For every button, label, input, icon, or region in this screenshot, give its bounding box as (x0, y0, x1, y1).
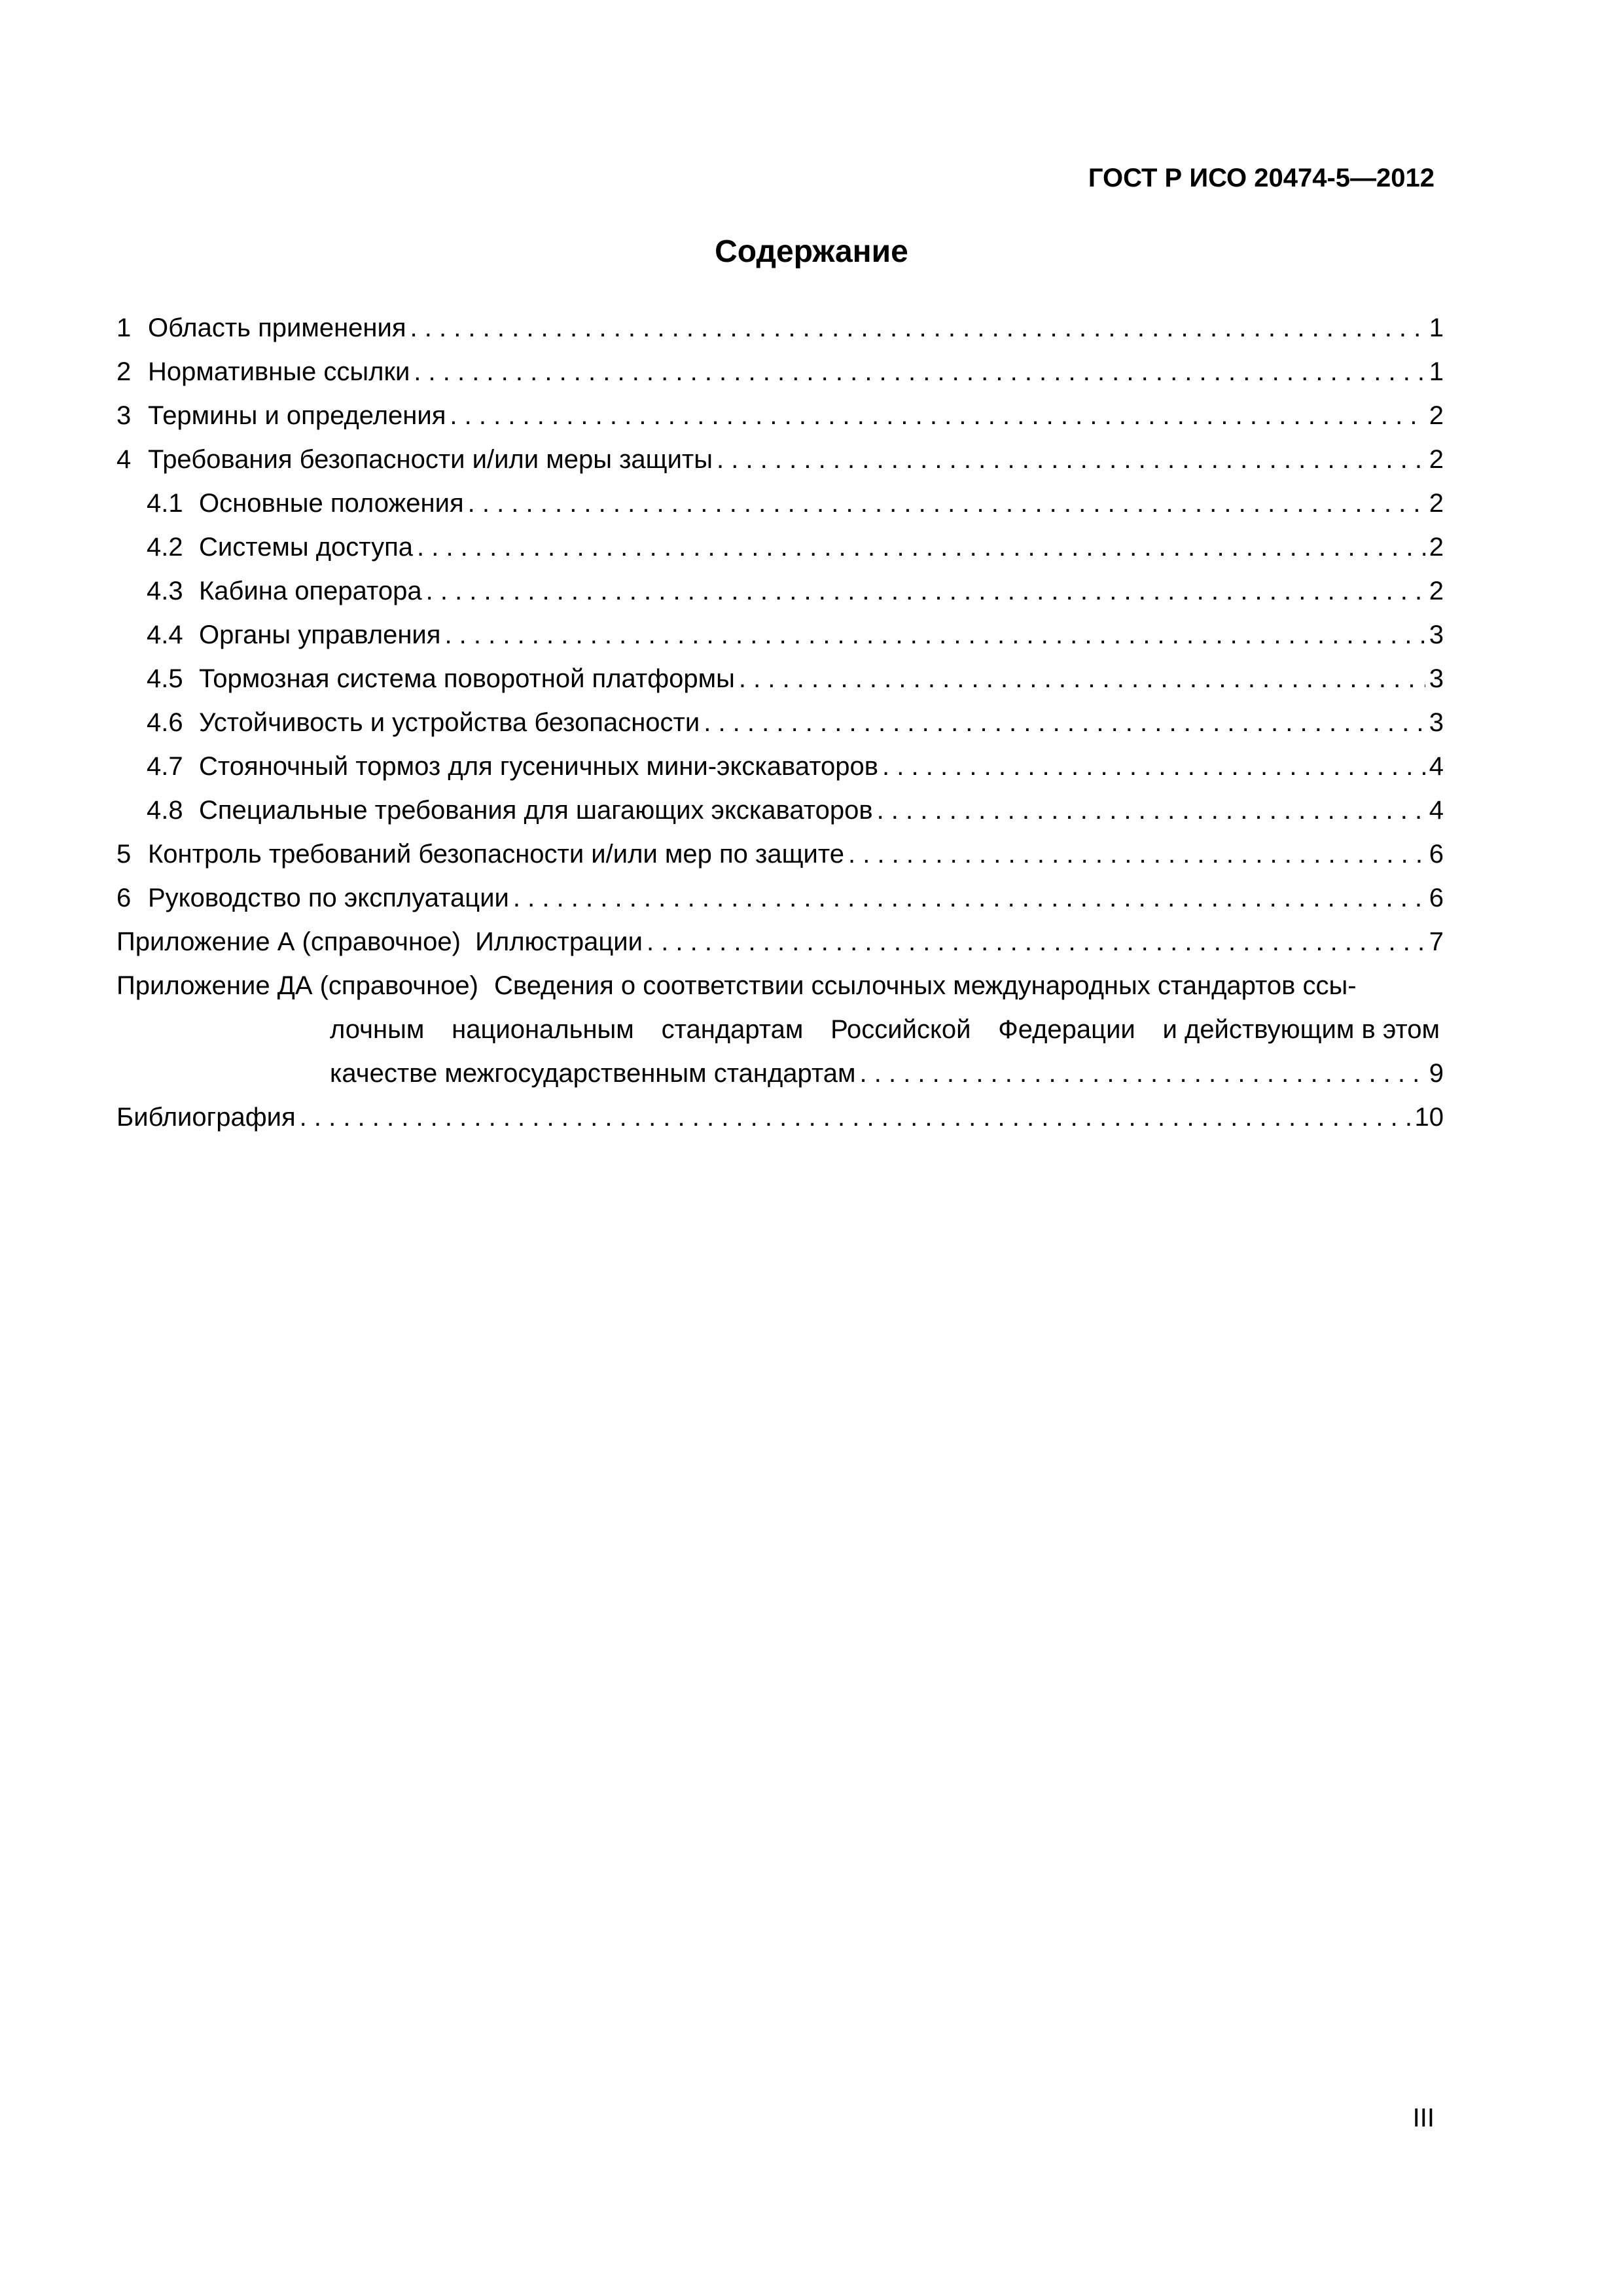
toc-entry-label: Тормозная система поворотной платформы (199, 664, 735, 693)
dot-leader (739, 657, 1425, 701)
annex-da-prefix: Приложение ДА (справочное) (116, 971, 478, 1000)
toc-entry-page: 1 (1429, 314, 1444, 342)
toc-entry-label: Системы доступа (199, 533, 413, 562)
toc-entry-4-5[interactable] (116, 657, 1444, 701)
toc-entry-4-1[interactable] (116, 482, 1444, 526)
toc-entry-label: Основные положения (199, 489, 464, 518)
dot-leader (513, 876, 1425, 920)
toc-entry-page: 4 (1429, 796, 1444, 825)
toc-entry-annex-a[interactable] (116, 920, 1444, 964)
dot-leader (717, 438, 1425, 482)
toc-entry-3[interactable] (116, 394, 1444, 438)
toc-entry-annex-da[interactable] (116, 964, 1444, 1096)
toc-entry-page: 10 (1414, 1103, 1444, 1132)
toc-entry-page: 2 (1429, 401, 1444, 430)
toc-entry-number: 4.1 (147, 489, 183, 518)
toc-entry-page: 4 (1429, 752, 1444, 781)
toc-entry-page: 6 (1429, 884, 1444, 912)
toc-entry-label: Кабина оператора (199, 577, 422, 605)
annex-da-word: национальным (452, 1015, 634, 1044)
toc-entry-page: 2 (1429, 489, 1444, 518)
toc-entry-page: 6 (1429, 840, 1444, 869)
toc-entry-2[interactable] (116, 350, 1444, 394)
dot-leader (877, 789, 1425, 833)
annex-da-second-line (116, 1008, 1440, 1052)
toc-entry-number: 4.8 (147, 796, 183, 825)
toc-entry-page: 9 (1429, 1059, 1444, 1088)
toc-entry-page: 3 (1429, 708, 1444, 737)
toc-entry-number: 1 (116, 314, 132, 342)
toc-entry-label: Органы управления (199, 620, 441, 649)
annex-da-line3: качестве межгосударственным стандартам (330, 1059, 856, 1088)
toc-entry-1[interactable] (116, 306, 1444, 350)
annex-da-word: стандартам (661, 1015, 804, 1044)
toc-entry-page: 2 (1429, 533, 1444, 562)
toc-entry-number: 2 (116, 357, 132, 386)
toc-entry-label: Контроль требований безопасности и/или мер по защите (148, 840, 844, 869)
annex-da-word: Российской (830, 1015, 971, 1044)
dot-leader (704, 701, 1425, 745)
toc-entry-number: 5 (116, 840, 132, 869)
annex-da-word: и действующим в этом (1162, 1015, 1440, 1044)
toc-title: Содержание (715, 234, 908, 269)
toc-entry-label: Термины и определения (148, 401, 446, 430)
document-code: ГОСТ Р ИСО 20474-5—2012 (1088, 164, 1435, 192)
toc-entry-4-6[interactable] (116, 701, 1444, 745)
toc-entry-label: Область применения (148, 314, 406, 342)
toc-entry-4-3[interactable] (116, 569, 1444, 613)
toc-entry-4-7[interactable] (116, 745, 1444, 789)
toc-entry-number: 4.3 (147, 577, 183, 605)
annex-da-first-line (116, 964, 1444, 1008)
toc-entry-number: 4.6 (147, 708, 183, 737)
toc-entry-5[interactable] (116, 833, 1444, 876)
toc-entry-number: 4.4 (147, 620, 183, 649)
toc-entry-page: 2 (1429, 445, 1444, 474)
dot-leader (410, 306, 1425, 350)
dot-leader (882, 745, 1425, 789)
toc-entry-label: Требования безопасности и/или меры защиты (148, 445, 713, 474)
dot-leader (450, 394, 1425, 438)
toc-entry-number: 4.5 (147, 664, 183, 693)
table-of-contents (116, 306, 1444, 1139)
toc-entry-number: 3 (116, 401, 132, 430)
toc-entry-page: 3 (1429, 620, 1444, 649)
annex-da-third-line (116, 1052, 1444, 1096)
dot-leader (468, 482, 1425, 526)
dot-leader (417, 526, 1425, 569)
toc-entry-label: Специальные требования для шагающих экскаваторов (199, 796, 873, 825)
toc-entry-page: 7 (1429, 927, 1444, 956)
toc-entry-label: Устойчивость и устройства безопасности (199, 708, 700, 737)
dot-leader (300, 1096, 1411, 1139)
toc-entry-4-8[interactable] (116, 789, 1444, 833)
toc-entry-label: Нормативные ссылки (148, 357, 410, 386)
dot-leader (414, 350, 1425, 394)
toc-entry-page: 3 (1429, 664, 1444, 693)
toc-entry-label: Руководство по эксплуатации (148, 884, 509, 912)
dot-leader (444, 613, 1425, 657)
toc-entry-label: Библиография (116, 1103, 296, 1132)
toc-entry-label: Приложение А (справочное) Иллюстрации (116, 927, 643, 956)
toc-entry-number: 6 (116, 884, 132, 912)
toc-entry-6[interactable] (116, 876, 1444, 920)
page-number: III (1412, 2104, 1435, 2132)
toc-entry-bibliography[interactable] (116, 1096, 1444, 1139)
toc-entry-4[interactable] (116, 438, 1444, 482)
toc-entry-page: 1 (1429, 357, 1444, 386)
annex-da-line1: Сведения о соответствии ссылочных международных стандартов ссы- (494, 971, 1357, 1000)
dot-leader (848, 833, 1425, 876)
toc-entry-label: Стояночный тормоз для гусеничных мини-экскаваторов (199, 752, 879, 781)
annex-da-word: лочным (330, 1015, 425, 1044)
dot-leader (426, 569, 1425, 613)
toc-entry-4-2[interactable] (116, 526, 1444, 569)
toc-entry-page: 2 (1429, 577, 1444, 605)
toc-entry-number: 4.2 (147, 533, 183, 562)
dot-leader (647, 920, 1425, 964)
toc-entry-number: 4.7 (147, 752, 183, 781)
dot-leader (860, 1052, 1425, 1096)
annex-da-word: Федерации (998, 1015, 1135, 1044)
toc-entry-4-4[interactable] (116, 613, 1444, 657)
toc-entry-number: 4 (116, 445, 132, 474)
